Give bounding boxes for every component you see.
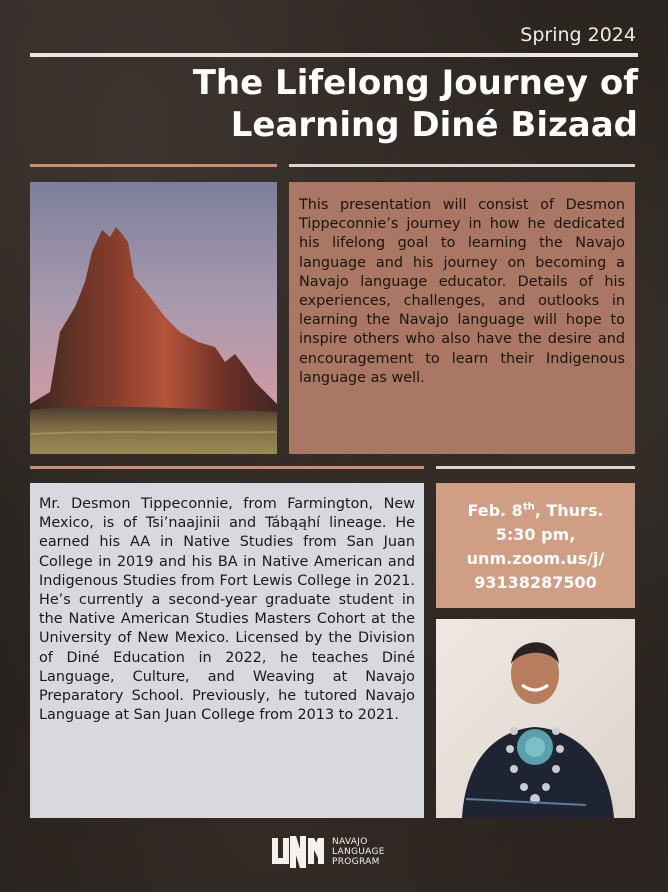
event-date-suffix: th [522,501,535,513]
event-time: 5:30 pm, [495,525,576,544]
program-name [332,837,385,867]
unm-logo-icon [270,834,326,870]
unm-navajo-logo [270,834,385,870]
event-date-weekday: , Thurs. [534,501,604,520]
right-divider-2 [436,466,635,469]
event-details [436,483,635,608]
speaker-photo [436,619,635,818]
left-divider-2 [30,466,424,469]
description-box: This presentation will consist of Desmon Tippeconnie’s journey in how he dedicated his lifelong goal to learning the Navajo language and his journey on becoming a Navajo language educator. Details of his experiences, challenges, and outlooks in learning the Navajo language will hope to inspire others who also have the desire and encouragement to learn their Indigenous language as well. [289,182,635,454]
event-date-day: Feb. 8 [467,501,523,520]
title-line-1: The Lifelong Journey of [192,63,638,103]
left-divider-1 [30,164,277,167]
title-line-2: Learning Diné Bizaad [230,105,638,145]
right-divider-1 [289,164,635,167]
poster-title [38,62,638,146]
season-label: Spring 2024 [520,24,636,46]
speaker-bio: Mr. Desmon Tippeconnie, from Farmington, New Mexico, is of Tsi’naajinii and Tábąąhí lineage. He earned his AA in Native Studies from San Juan College in 2019 and his BA in Native American and Indigenous Studies from Fort Lewis College in 2021. He’s currently a second-year graduate student in the Native American Studies Masters Cohort at the University of New Mexico. Licensed by the Division of Diné Education in 2022, he teaches Diné Language, Culture, and Weaving at Navajo Preparatory School. Previously, he tutored Navajo Language at San Juan College from 2013 to 2021. [30,483,424,818]
event-link-line-2[interactable]: 93138287500 [474,573,597,592]
event-link-line-1[interactable]: unm.zoom.us/j/ [466,549,605,568]
program-name-line-3: PROGRAM [332,857,380,867]
event-date [442,499,629,523]
top-divider [30,53,638,57]
program-name-line-1: NAVAJO [332,837,368,847]
shiprock-photo [30,182,277,454]
program-name-line-2: LANGUAGE [332,847,385,857]
